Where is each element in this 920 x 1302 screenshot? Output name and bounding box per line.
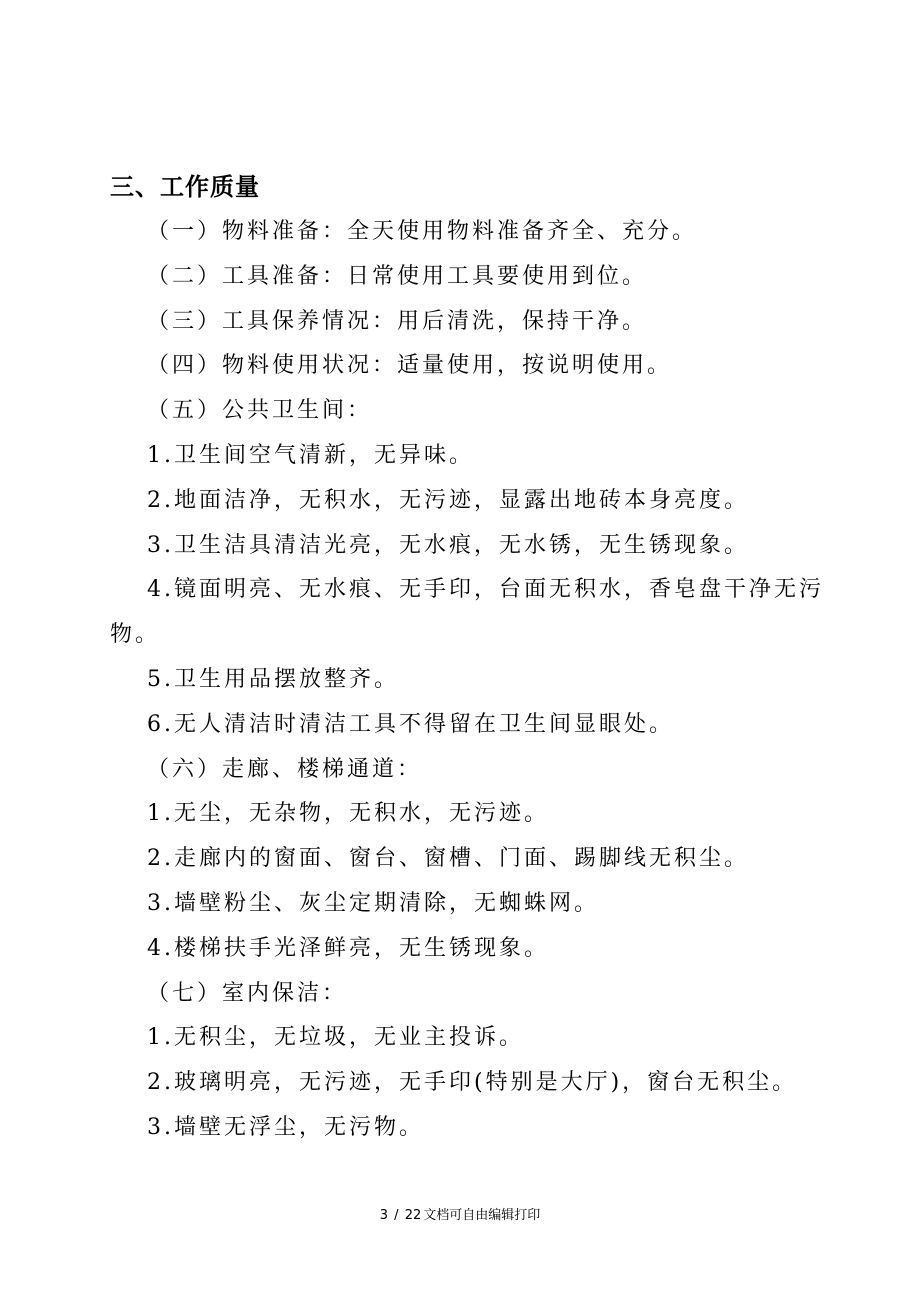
paragraph-line: 1.卫生间空气清新，无异味。	[147, 442, 474, 468]
section-heading: 三、工作质量	[110, 172, 260, 201]
paragraph-line: 3.卫生洁具清洁光亮，无水痕，无水锈，无生锈现象。	[147, 532, 749, 558]
document-body	[110, 210, 824, 1151]
paragraph-line: 1.无尘，无杂物，无积水，无污迹。	[147, 801, 549, 827]
paragraph-line: 2.地面洁净，无积水，无污迹，显露出地砖本身亮度。	[147, 487, 749, 513]
paragraph-line: （一）物料准备：全天使用物料准备齐全、充分。	[147, 219, 698, 244]
paragraph-line: （四）物料使用状况：适量使用，按说明使用。	[147, 353, 673, 379]
paragraph-line: 4.楼梯扶手光泽鲜亮，无生锈现象。	[147, 935, 549, 961]
paragraph-line: 2.玻璃明亮，无污迹，无手印(特别是大厅)，窗台无积尘。	[147, 1070, 798, 1096]
paragraph-line: 3.墙壁粉尘、灰尘定期清除，无蜘蛛网。	[147, 890, 599, 916]
paragraph-line: 6.无人清洁时清洁工具不得留在卫生间显眼处。	[147, 711, 674, 737]
page-number-current: 3	[379, 1208, 389, 1223]
paragraph-line: （二）工具准备：日常使用工具要使用到位。	[147, 263, 648, 289]
paragraph-line: 3.墙壁无浮尘，无污物。	[147, 1114, 424, 1140]
paragraph-line: （三）工具保养情况：用后清洗，保持干净。	[147, 308, 648, 334]
page-number-separator: /	[394, 1208, 399, 1223]
paragraph-line: 2.走廊内的窗面、窗台、窗槽、门面、踢脚线无积尘。	[147, 846, 749, 872]
paragraph-line-continuation: 物。	[110, 622, 161, 648]
paragraph-line: 1.无积尘，无垃圾，无业主投诉。	[147, 1025, 524, 1051]
footer-note: 文档可自由编辑打印	[423, 1208, 541, 1223]
page-footer	[0, 1206, 920, 1226]
paragraph-line: 5.卫生用品摆放整齐。	[147, 666, 399, 692]
paragraph-line: （六）走廊、楼梯通道：	[147, 756, 423, 782]
page-number-total: 22	[404, 1208, 422, 1223]
paragraph-line: 4.镜面明亮、无水痕、无手印，台面无积水，香皂盘干净无污	[147, 577, 824, 603]
paragraph-line: （七）室内保洁：	[147, 980, 348, 1006]
paragraph-line: （五）公共卫生间：	[147, 398, 373, 424]
